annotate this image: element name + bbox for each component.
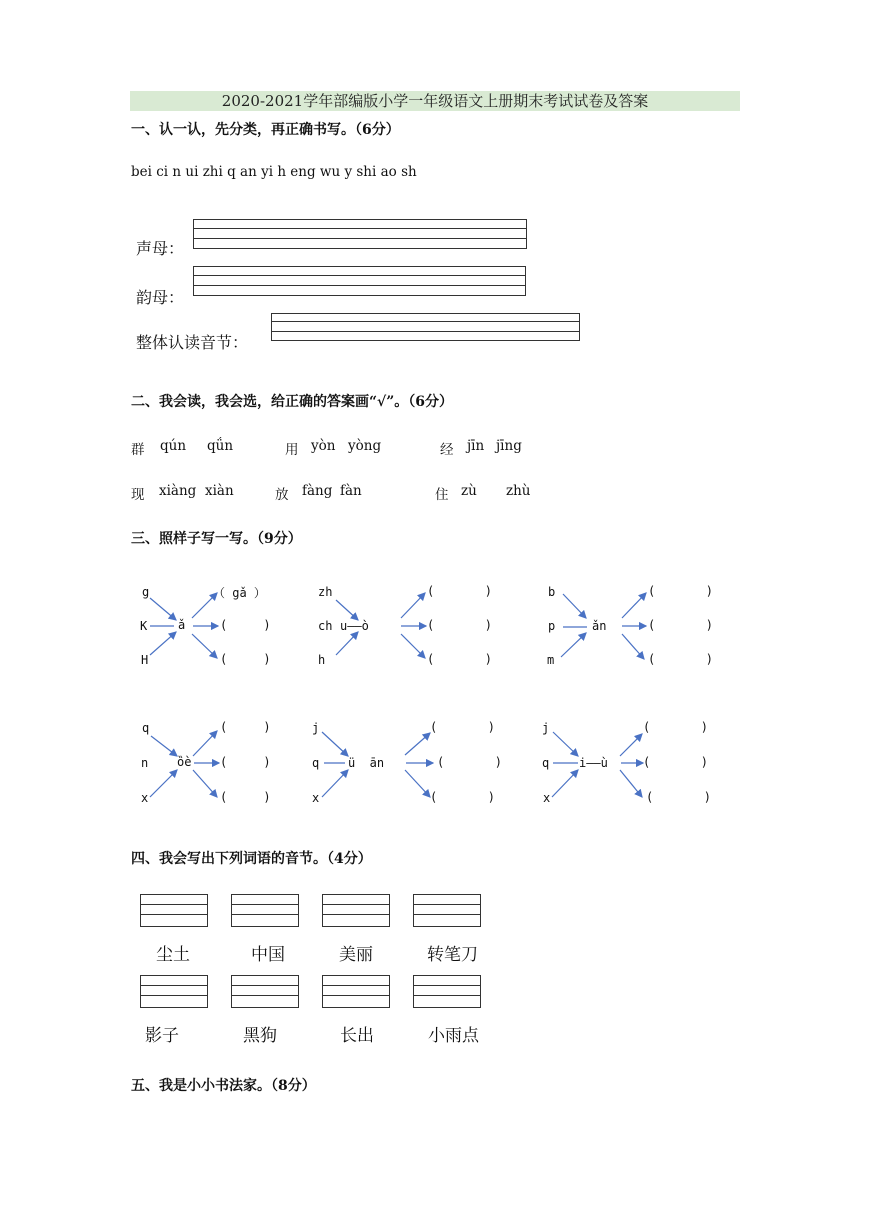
pinyin-box[interactable] bbox=[231, 894, 299, 927]
initial-letter: q bbox=[542, 756, 550, 770]
initial-letter: q bbox=[142, 721, 150, 735]
choice-char: 群 bbox=[131, 442, 145, 458]
choice-option[interactable]: xiàn bbox=[205, 483, 234, 499]
initial-letter: g bbox=[142, 585, 150, 599]
choice-option[interactable]: qún bbox=[160, 438, 187, 454]
final-center: ǎ bbox=[178, 618, 186, 632]
initial-letter: q bbox=[312, 756, 320, 770]
answer-blank[interactable]: ( ) bbox=[220, 652, 271, 666]
answer-blank[interactable]: ( ) bbox=[220, 618, 271, 632]
choice-option[interactable]: qǘn bbox=[207, 438, 234, 454]
answer-blank[interactable]: ( ) bbox=[648, 652, 714, 666]
pinyin-box[interactable] bbox=[140, 894, 208, 927]
answer-blank[interactable]: ( ) bbox=[430, 720, 496, 734]
label-yunmu: 韵母： bbox=[136, 288, 185, 307]
answer-blank[interactable]: ( ) bbox=[427, 618, 493, 632]
label-shengmu: 声母： bbox=[136, 239, 185, 258]
answer-blank[interactable]: ( ) bbox=[430, 790, 496, 804]
initial-letter: K bbox=[140, 619, 148, 633]
section-5-heading: 五、我是小小书法家。（8分） bbox=[131, 1078, 316, 1094]
section-2-heading: 二、我会读，我会选，给正确的答案画“√”。（6分） bbox=[131, 394, 454, 410]
initial-letter: x bbox=[312, 791, 320, 805]
answer-blank[interactable]: ( ) bbox=[648, 584, 714, 598]
choice-option[interactable]: yòn bbox=[311, 438, 336, 454]
answer-blank[interactable]: ( ) bbox=[220, 755, 271, 769]
pinyin-box[interactable] bbox=[413, 975, 481, 1008]
final-center: i——ù bbox=[579, 756, 608, 770]
answer-blank[interactable]: （ gǎ ） bbox=[213, 586, 266, 600]
initial-letter: x bbox=[543, 791, 551, 805]
pinyin-box[interactable] bbox=[322, 894, 390, 927]
initial-letter: h bbox=[318, 653, 326, 667]
word-label: 转笔刀 bbox=[427, 945, 478, 965]
initial-letter: n bbox=[141, 756, 149, 770]
choice-option[interactable]: yòng bbox=[348, 438, 382, 454]
pinyin-box[interactable] bbox=[231, 975, 299, 1008]
choice-char: 放 bbox=[275, 487, 289, 503]
initial-letter: zh bbox=[318, 585, 333, 599]
word-label: 美丽 bbox=[339, 945, 373, 965]
word-label: 长出 bbox=[340, 1026, 374, 1046]
final-center: ǎn bbox=[592, 619, 607, 633]
initial-letter: j bbox=[542, 721, 550, 735]
choice-option[interactable]: zhù bbox=[506, 483, 531, 499]
answer-blank[interactable]: ( ) bbox=[427, 584, 493, 598]
final-center: ü ān bbox=[348, 756, 385, 770]
answer-blank[interactable]: ( ) bbox=[437, 755, 503, 769]
choice-char: 住 bbox=[435, 487, 449, 503]
initial-letter: x bbox=[141, 791, 149, 805]
initial-letter: b bbox=[548, 585, 556, 599]
pinyin-box[interactable] bbox=[413, 894, 481, 927]
initial-letter: H bbox=[141, 653, 149, 667]
choice-char: 现 bbox=[131, 487, 145, 503]
syllable-list: bei ci n ui zhi q an yi h eng wu y shi ao sh bbox=[131, 164, 417, 180]
final-center: u——ò bbox=[340, 619, 369, 633]
answer-blank[interactable]: ( ) bbox=[220, 790, 271, 804]
choice-option[interactable]: fàng bbox=[302, 483, 333, 499]
initial-letter: p bbox=[548, 619, 556, 633]
initial-letter: j bbox=[312, 721, 320, 735]
choice-option[interactable]: jīng bbox=[496, 438, 522, 454]
section-4-heading: 四、我会写出下列词语的音节。（4分） bbox=[131, 851, 372, 867]
section-1-heading: 一、认一认，先分类，再正确书写。（6分） bbox=[131, 122, 400, 138]
word-label: 小雨点 bbox=[428, 1026, 479, 1046]
initial-letter: m bbox=[547, 653, 555, 667]
word-label: 影子 bbox=[145, 1026, 179, 1046]
label-zhengti: 整体认读音节： bbox=[136, 333, 249, 352]
choice-char: 用 bbox=[285, 442, 299, 458]
page-title: 2020-2021学年部编版小学一年级语文上册期末考试试卷及答案 bbox=[130, 91, 740, 111]
choice-option[interactable]: zù bbox=[461, 483, 477, 499]
word-label: 黑狗 bbox=[243, 1026, 277, 1046]
word-label: 中国 bbox=[251, 945, 285, 965]
word-label: 尘土 bbox=[156, 945, 190, 965]
answer-blank[interactable]: ( ) bbox=[648, 618, 714, 632]
answer-blank[interactable]: ( ) bbox=[220, 720, 271, 734]
section-3-heading: 三、照样子写一写。（9分） bbox=[131, 531, 302, 547]
answer-blank[interactable]: ( ) bbox=[643, 755, 709, 769]
choice-option[interactable]: fàn bbox=[340, 483, 362, 499]
initial-letter: ch bbox=[318, 619, 333, 633]
choice-char: 经 bbox=[440, 442, 454, 458]
pinyin-box[interactable] bbox=[140, 975, 208, 1008]
answer-blank[interactable]: ( ) bbox=[427, 652, 493, 666]
choice-option[interactable]: jīn bbox=[467, 438, 485, 454]
pinyin-box[interactable] bbox=[322, 975, 390, 1008]
choice-option[interactable]: xiàng bbox=[159, 483, 197, 499]
final-center: ȍè bbox=[177, 755, 192, 769]
answer-blank[interactable]: ( ) bbox=[646, 790, 712, 804]
answer-blank[interactable]: ( ) bbox=[643, 720, 709, 734]
